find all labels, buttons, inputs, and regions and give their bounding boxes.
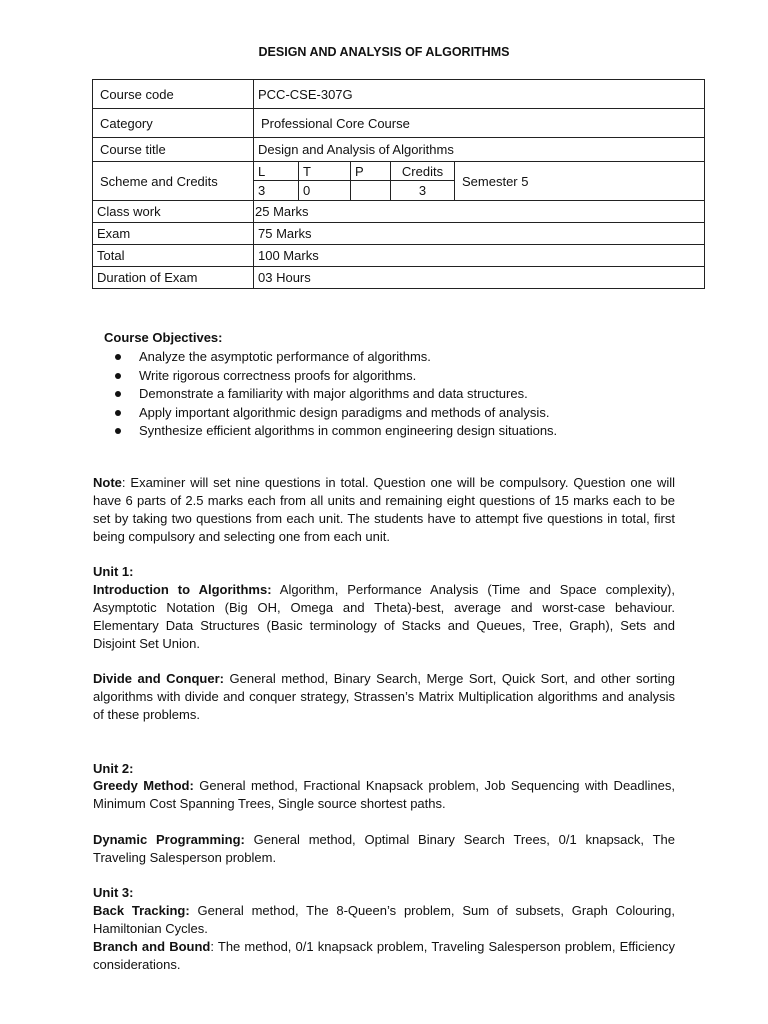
list-item [104,367,557,386]
unit2-dp-paragraph [93,831,675,867]
greedy-label: Greedy Method: [93,778,194,793]
list-item [104,404,557,423]
bullet-icon [115,410,121,416]
bullet-icon [115,354,121,360]
dc-text: General method, Binary Search, Merge Sort, Quick Sort, and other sorting algorithms with divide and conquer strategy, Strassen’s Matrix Multiplication algorithms and analysis of these problems. [93,671,675,722]
unit1-heading: Unit 1: [93,564,134,579]
scheme-value-p [351,181,391,201]
exam-label: Exam [93,223,254,245]
total-label: Total [93,245,254,267]
classwork-value: 25 Marks [254,201,705,223]
scheme-label: Scheme and Credits [93,162,254,201]
bb-text: : The method, 0/1 knapsack problem, Traveling Salesperson problem, Efficiency considerations. [93,939,675,972]
unit2-heading: Unit 2: [93,761,134,776]
dp-text: General method, Optimal Binary Search Trees, 0/1 knapsack, The Traveling Salesperson problem. [93,832,675,865]
page-title: DESIGN AND ANALYSIS OF ALGORITHMS [258,45,510,59]
note-label: Note [93,475,122,490]
greedy-text: General method, Fractional Knapsack problem, Job Sequencing with Deadlines, Minimum Cost Spanning Trees, Single source shortest paths. [93,778,675,811]
unit3-bb-paragraph [93,938,675,974]
bullet-icon [115,391,121,397]
exam-value: 75 Marks [254,223,705,245]
scheme-value-t: 0 [299,181,351,201]
bb-label: Branch and Bound [93,939,211,954]
table-row [93,267,705,289]
course-code-label: Course code [93,80,254,109]
bullet-icon [115,373,121,379]
table-row [93,109,705,138]
objectives-heading: Course Objectives: [104,330,223,345]
objective-text: Synthesize efficient algorithms in common engineering design situations. [139,423,558,438]
duration-value: 03 Hours [254,267,705,289]
table-row [93,223,705,245]
objective-text: Write rigorous correctness proofs for algorithms. [139,367,417,383]
objective-text: Analyze the asymptotic performance of algorithms. [139,349,431,364]
scheme-header-t: T [299,162,351,181]
unit3-bt-paragraph [93,902,675,938]
category-value: Professional Core Course [254,109,705,138]
intro-text: Algorithm, Performance Analysis (Time and Space complexity), Asymptotic Notation (Big OH, Omega and Theta)-best, average and worst-case behaviour. Elementary Data Structures (Basic terminology of Stacks and Queues, Tree, Graph), Sets and Disjoint Set Union. [93,582,675,651]
unit1-dc-paragraph [93,670,675,724]
duration-label: Duration of Exam [93,267,254,289]
total-value: 100 Marks [254,245,705,267]
scheme-header-credits: Credits [391,162,455,181]
objectives-list [104,348,557,441]
objective-text: Apply important algorithmic design paradigms and methods of analysis. [139,404,550,420]
unit2-greedy-paragraph [93,777,675,813]
semester-value: Semester 5 [455,162,705,201]
course-code-value: PCC-CSE-307G [254,80,705,109]
scheme-header-l: L [254,162,299,181]
bt-label: Back Tracking: [93,903,190,918]
classwork-label: Class work [93,201,254,223]
table-row [93,245,705,267]
scheme-header-p: P [351,162,391,181]
list-item [104,385,557,404]
objective-text: Demonstrate a familiarity with major algorithms and data structures. [139,386,528,401]
list-item [104,348,557,367]
scheme-value-credits: 3 [391,181,455,201]
course-title-value: Design and Analysis of Algorithms [254,138,705,162]
dc-label: Divide and Conquer: [93,671,224,686]
bt-text: General method, The 8-Queen’s problem, Sum of subsets, Graph Colouring, Hamiltonian Cycles. [93,903,675,936]
category-label: Category [93,109,254,138]
course-title-label: Course title [93,138,254,162]
table-row [93,162,705,181]
bullet-icon [115,428,121,434]
list-item [104,422,557,441]
note-text: : Examiner will set nine questions in total. Question one will be compulsory. Question one will have 6 parts of 2.5 marks each from all units and remaining eight questions of 15 marks each to be set by taking two questions from each unit. The students have to attempt five questions in total, first being compulsory and selecting one from each unit. [93,475,675,544]
intro-label: Introduction to Algorithms: [93,582,272,597]
dp-label: Dynamic Programming: [93,832,245,847]
unit1-intro-paragraph [93,581,675,653]
note-paragraph [93,474,675,546]
table-row [93,201,705,223]
unit3-heading: Unit 3: [93,885,134,900]
table-row [93,138,705,162]
course-details-table [92,79,705,289]
course-objectives [104,329,557,441]
table-row [93,80,705,109]
scheme-value-l: 3 [254,181,299,201]
